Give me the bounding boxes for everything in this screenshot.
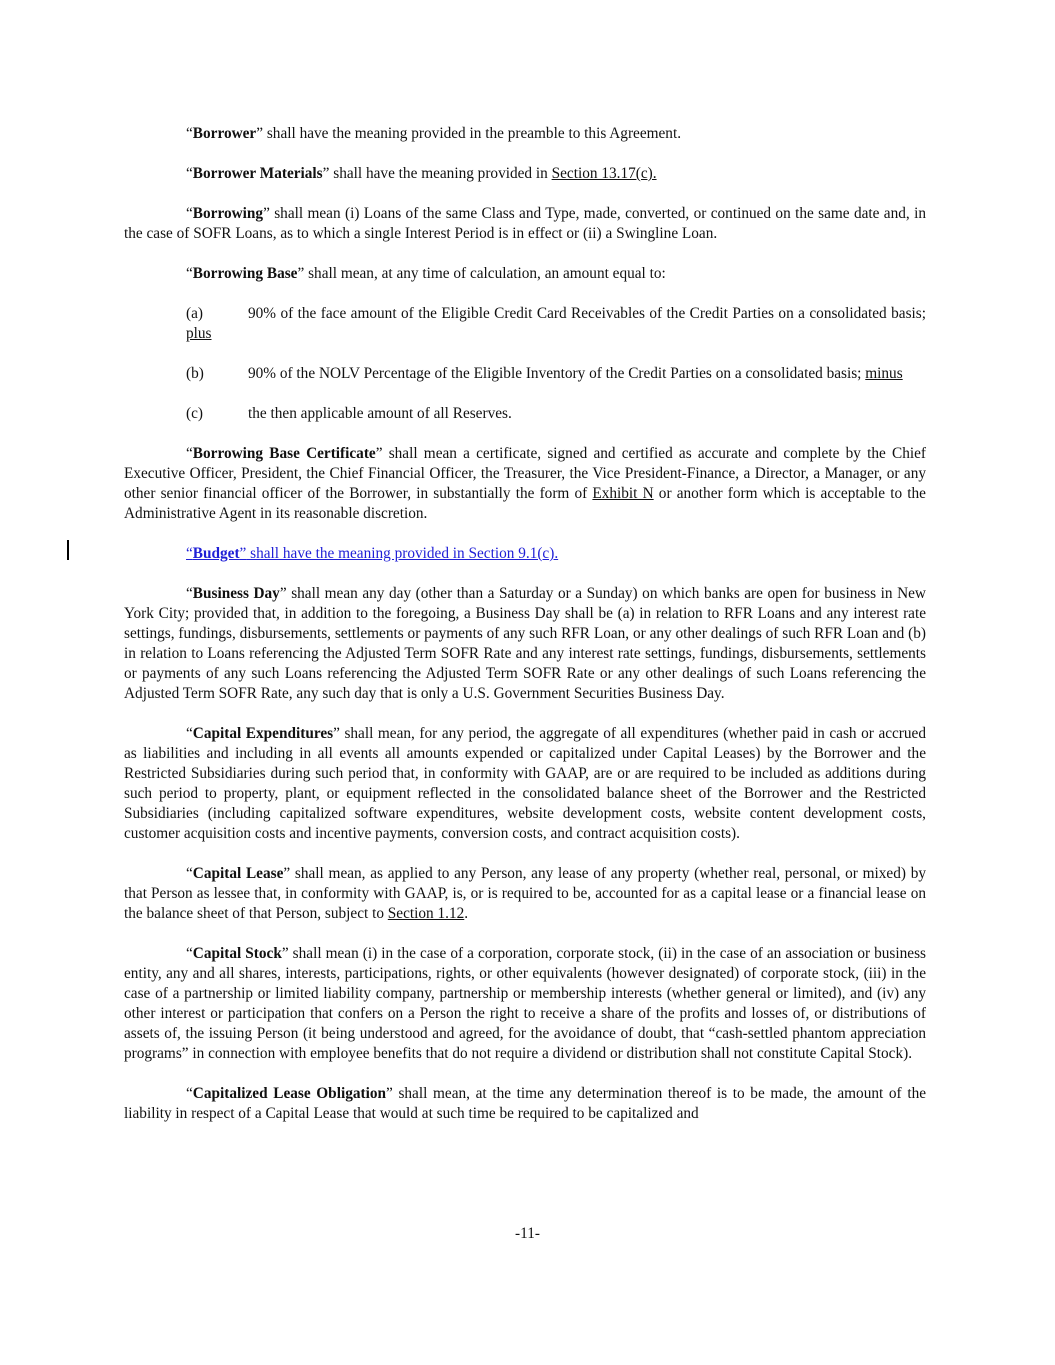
definition-text: shall have the meaning provided in: [329, 165, 552, 182]
exhibit-reference: Exhibit N: [592, 485, 654, 502]
close-quote: ”: [239, 545, 247, 562]
item-text: 90% of the NOLV Percentage of the Eligible Inventory of the Credit Parties on a consolidated basis;: [248, 365, 866, 382]
defined-term: Budget: [192, 545, 240, 562]
section-reference: Section 1.12: [387, 905, 465, 922]
definition-borrowing-base: [124, 264, 926, 284]
open-quote: “: [186, 125, 193, 142]
inserted-text: [186, 545, 558, 562]
definition-capital-stock: [124, 944, 926, 1064]
definition-capitalized-lease-obligation: [124, 1084, 926, 1124]
defined-term: Capital Expenditures: [192, 725, 334, 742]
open-quote: “: [186, 545, 193, 562]
defined-term: Borrowing: [192, 205, 264, 222]
close-quote: ”: [386, 1085, 393, 1102]
close-quote: ”: [297, 265, 305, 282]
definition-text: shall mean a certificate, signed and certified as accurate and complete by the Chief Executive Officer, President, the Chief Financial Officer, the Treasurer, the Vice President-Finance, a Director, a Manager, or any other senior financial officer of the Borrower, in substantially the form of: [124, 445, 926, 502]
borrowing-base-item-a: [124, 304, 926, 344]
definition-text-after: or another form which is acceptable to the Administrative Agent in its reasonable discretion.: [124, 485, 926, 522]
item-connector: minus: [865, 365, 903, 382]
item-text: the then applicable amount of all Reserves.: [248, 405, 512, 422]
item-label: (b): [186, 365, 204, 382]
definition-text-after: .: [464, 905, 469, 922]
open-quote: “: [186, 165, 193, 182]
open-quote: “: [186, 945, 193, 962]
definition-text: shall have the meaning provided in Section 9.1(c).: [246, 545, 559, 562]
change-bar: [67, 540, 69, 560]
definition-budget-inserted: [124, 544, 926, 564]
definition-text: shall have the meaning provided in the preamble to this Agreement.: [263, 125, 682, 142]
definition-borrowing: [124, 204, 926, 244]
open-quote: “: [186, 445, 193, 462]
definition-text: shall mean, as applied to any Person, any lease of any property (whether real, personal, or mixed) by that Person as lessee that, in conformity with GAAP, is, or is required to be, accounted for as a capital lease or a financial lease on the balance sheet of that Person, subject to: [124, 865, 926, 922]
definition-borrowing-base-certificate: [124, 444, 926, 524]
open-quote: “: [186, 865, 193, 882]
definition-text: shall mean, at the time any determination thereof is to be made, the amount of the liability in respect of a Capital Lease that would at such time be required to be capitalized and: [124, 1085, 927, 1122]
definition-borrower: [124, 124, 926, 144]
definition-borrower-materials: [124, 164, 926, 184]
open-quote: “: [186, 265, 193, 282]
item-text: 90% of the face amount of the Eligible Credit Card Receivables of the Credit Parties on a consolidated basis;: [248, 305, 926, 322]
definition-business-day: [124, 584, 926, 704]
defined-term: Business Day: [192, 585, 280, 602]
close-quote: ”: [283, 865, 291, 882]
close-quote: ”: [322, 165, 330, 182]
defined-term: Capitalized Lease Obligation: [192, 1085, 386, 1102]
open-quote: “: [186, 725, 193, 742]
close-quote: ”: [279, 585, 287, 602]
definition-text: shall mean, at any time of calculation, an amount equal to:: [304, 265, 666, 282]
definition-text: shall mean (i) Loans of the same Class and Type, made, converted, or continued on the same date and, in the case of SOFR Loans, as to which a single Interest Period is in effect or (ii) a Swingline Loan.: [124, 205, 926, 242]
close-quote: ”: [256, 125, 264, 142]
borrowing-base-item-c: [124, 404, 926, 424]
document-page: [124, 124, 926, 1124]
defined-term: Borrower: [192, 125, 257, 142]
close-quote: ”: [281, 945, 289, 962]
page-number: -11-: [515, 1225, 540, 1242]
item-label: (a): [186, 305, 203, 322]
defined-term: Capital Lease: [192, 865, 284, 882]
item-connector: plus: [186, 325, 212, 342]
defined-term: Capital Stock: [192, 945, 282, 962]
defined-term: Borrowing Base Certificate: [192, 445, 376, 462]
item-label: (c): [186, 405, 203, 422]
definition-text: shall mean, for any period, the aggregate of all expenditures (whether paid in cash or accrued as liabilities and including in all events all amounts expended or capitalized under Capital Leases) by the Borrower and the Restricted Subsidiaries during such period that, in conformity with GAAP, are or are required to be included as additions during such period to property, plant, or equipment reflected in the consolidated balance sheet of the Borrower and the Restricted Subsidiaries (including capitalized software expenditures, website development costs, website content development costs, customer acquisition costs and incentive payments, conversion costs, and contract acquisition costs).: [124, 725, 926, 842]
open-quote: “: [186, 585, 193, 602]
definition-text: shall mean (i) in the case of a corporation, corporate stock, (ii) in the case of an association or business entity, any and all shares, interests, participations, rights, or other equivalents (however designated) of corporate stock, (iii) in the case of a partnership or limited liability company, partnership or membership interests (whether general or limited), and (iv) any other interest or participation that confers on a Person the right to receive a share of the profits and losses of, or distributions of assets of, the issuing Person (it being understood and agreed, for the avoidance of doubt, that “cash-settled phantom appreciation programs” in connection with employee benefits that do not require a dividend or distribution shall not constitute Capital Stock).: [124, 945, 926, 1062]
definition-capital-lease: [124, 864, 926, 924]
defined-term: Borrowing Base: [192, 265, 298, 282]
open-quote: “: [186, 205, 193, 222]
borrowing-base-item-b: [124, 364, 926, 384]
close-quote: ”: [333, 725, 340, 742]
definition-capital-expenditures: [124, 724, 926, 844]
close-quote: ”: [375, 445, 383, 462]
close-quote: ”: [263, 205, 270, 222]
definition-text: shall mean any day (other than a Saturday or a Sunday) on which banks are open for business in New York City; provided that, in addition to the foregoing, a Business Day shall be (a) in relation to RFR Loans and any interest rate settings, fundings, disbursements, settlements or payments of any such RFR Loan, or any other dealings of such RFR Loan and (b) in relation to Loans referencing the Adjusted Term SOFR Rate and any interest rate settings, fundings, disbursements, settlements or payments of any such Loans referencing the Adjusted Term SOFR Rate or any other dealings of such Loans referencing the Adjusted Term SOFR Rate, any such day that is only a U.S. Government Securities Business Day.: [124, 585, 926, 702]
section-reference: Section 13.17(c).: [551, 165, 657, 182]
defined-term: Borrower Materials: [192, 165, 323, 182]
open-quote: “: [186, 1085, 193, 1102]
